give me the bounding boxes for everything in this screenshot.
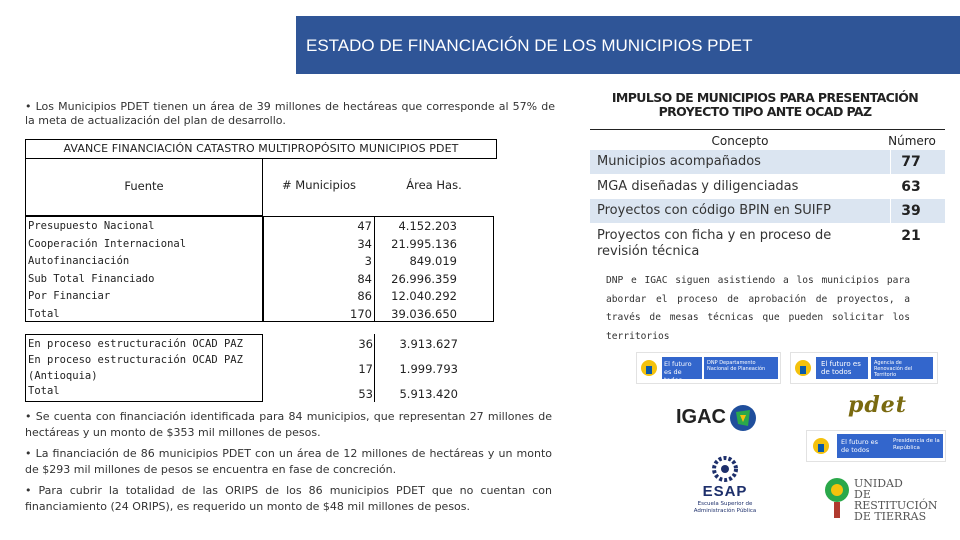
impulso-note: DNP e IGAC siguen asistiendo a los municipios para abordar el proceso de aprobación de proyectos, a través de mesas técnicas que pueden solicitar los territorios <box>606 275 910 342</box>
table-cell-area: 12.040.292 <box>391 289 457 304</box>
table-cell-municipios: 170 <box>350 306 372 321</box>
table-cell-municipios: 47 <box>357 219 372 233</box>
table-row-fuente: Cooperación Internacional <box>28 237 187 250</box>
table-cell-area: 26.996.359 <box>391 271 457 286</box>
row-numero: 39 <box>901 203 921 219</box>
el-futuro-label: El futuro es de todos <box>841 438 879 454</box>
table-cell-municipios: 3 <box>364 254 372 269</box>
table-cell-area: 849.019 <box>409 254 457 269</box>
intro-bullet: • Los Municipios PDET tienen un área de 39 millones de hectáreas que corresponde al 57% de la meta de actualización del plan de desarrollo. <box>25 100 555 128</box>
pdet-label: pdet <box>848 392 907 418</box>
table-row <box>590 199 945 223</box>
logo-gobierno-art <box>790 352 938 384</box>
table-row-fuente: Autofinanciación <box>28 255 130 268</box>
bullet-concrecion: • La financiación de 86 municipios PDET con un área de 12 millones de hectáreas y un monto de $293 mil millones de pesos se encuentra en fase de concreción. <box>25 446 552 478</box>
logo-pdet <box>844 388 934 424</box>
row-concepto: Proyectos con ficha y en proceso de revisión técnica <box>597 228 832 259</box>
row-concepto: Proyectos con código BPIN en SUIFP <box>597 203 831 218</box>
igac-globe-icon <box>728 400 758 440</box>
bullet-orips: • Para cubrir la totalidad de las ORIPS de los 86 municipios PDET que no cuentan con financiamiento (24 ORIPS), es requerido un monto de $48 mil millones de pesos. <box>25 483 552 515</box>
table-row <box>590 224 945 266</box>
dnp-label: DNP Departamento Nacional de Planeación <box>707 360 766 372</box>
esap-emblem-icon <box>708 456 742 482</box>
table-cell-area: 1.999.793 <box>399 362 458 376</box>
row-numero: 77 <box>901 154 921 170</box>
restitucion-line2: DE RESTITUCIÓN <box>854 488 938 512</box>
el-futuro-label: El futuro es de todos <box>821 360 861 376</box>
esap-label: ESAP <box>702 483 748 500</box>
table-header-municipios: # Municipios <box>281 178 357 192</box>
restitucion-emblem-icon <box>822 472 852 522</box>
table-cell-municipios: 53 <box>358 387 373 401</box>
table-cell-municipios: 34 <box>357 236 372 251</box>
table-cell-area: 3.913.627 <box>399 337 458 351</box>
table-cell-municipios: 17 <box>358 362 373 376</box>
table-row-fuente: Sub Total Financiado <box>28 272 155 285</box>
table-row-fuente: En proceso estructuración OCAD PAZ <box>28 338 243 350</box>
table-header-municipios-cell <box>264 158 374 216</box>
table-header-area-cell <box>375 158 493 216</box>
table-cell-municipios: 36 <box>358 337 373 351</box>
igac-label: IGAC <box>676 406 726 428</box>
header-banner <box>296 16 960 74</box>
table-group-ocad-municipios <box>263 334 375 402</box>
row-numero: 21 <box>901 228 921 244</box>
table-row-fuente: Presupuesto Nacional <box>28 220 155 232</box>
table-row <box>590 150 945 174</box>
table-group-municipios <box>263 216 375 322</box>
avance-table-title: AVANCE FINANCIACIÓN CATASTRO MULTIPROPÓSITO MUNICIPIOS PDET <box>25 139 497 159</box>
column-header-numero: Número <box>888 134 936 148</box>
page-title: ESTADO DE FINANCIACIÓN DE LOS MUNICIPIOS PDET <box>306 36 753 55</box>
divider <box>590 129 945 130</box>
restitucion-line3: DE TIERRAS <box>854 510 927 523</box>
logo-presidencia <box>806 430 946 462</box>
table-row-fuente: Total <box>28 385 60 397</box>
table-row <box>590 175 945 199</box>
row-numero: 63 <box>901 179 921 195</box>
logo-gobierno-dnp <box>636 352 781 384</box>
restitucion-line1: UNIDAD <box>854 477 903 490</box>
column-header-concepto: Concepto <box>711 134 769 148</box>
table-row-fuente: En proceso estructuración OCAD PAZ (Antioquia) <box>28 354 243 382</box>
logo-esap <box>680 456 770 522</box>
divider <box>890 150 891 224</box>
table-cell-area: 39.036.650 <box>391 306 457 321</box>
table-cell-area: 21.995.136 <box>391 236 457 251</box>
table-cell-area: 5.913.420 <box>399 387 458 401</box>
esap-subtitle: Escuela Superior de Administración Pública <box>693 501 757 514</box>
table-cell-municipios: 86 <box>357 289 372 304</box>
table-row-fuente: Total <box>28 307 60 320</box>
row-concepto: Municipios acompañados <box>597 154 761 169</box>
logo-unidad-restitucion <box>822 468 946 528</box>
table-group-ocad-area <box>374 334 458 402</box>
table-row-fuente: Por Financiar <box>28 290 111 303</box>
table-header-fuente: Fuente <box>124 179 164 193</box>
row-concepto: MGA diseñadas y diligenciadas <box>597 179 799 194</box>
presidencia-label: Presidencia de la República <box>893 438 940 451</box>
el-futuro-label: El futuro es de todos <box>664 360 692 384</box>
table-group-area <box>374 216 494 322</box>
impulso-title: IMPULSO DE MUNICIPIOS PARA PRESENTACIÓN PROYECTO TIPO ANTE OCAD PAZ <box>611 90 919 119</box>
logo-igac <box>676 398 758 444</box>
bullet-financiacion: • Se cuenta con financiación identificada para 84 municipios, que representan 27 millones de hectáreas y un monto de $353 mil millones de pesos. <box>25 409 552 441</box>
table-header-area: Área Has. <box>406 178 462 192</box>
table-cell-municipios: 84 <box>357 271 372 286</box>
art-label: Agencia de Renovación del Territorio <box>874 360 913 378</box>
table-cell-area: 4.152.203 <box>398 219 457 233</box>
table-group-ocad <box>25 334 263 402</box>
table-header-fuente-cell <box>25 158 263 216</box>
table-group-financiado <box>25 216 263 322</box>
divider <box>374 334 375 402</box>
